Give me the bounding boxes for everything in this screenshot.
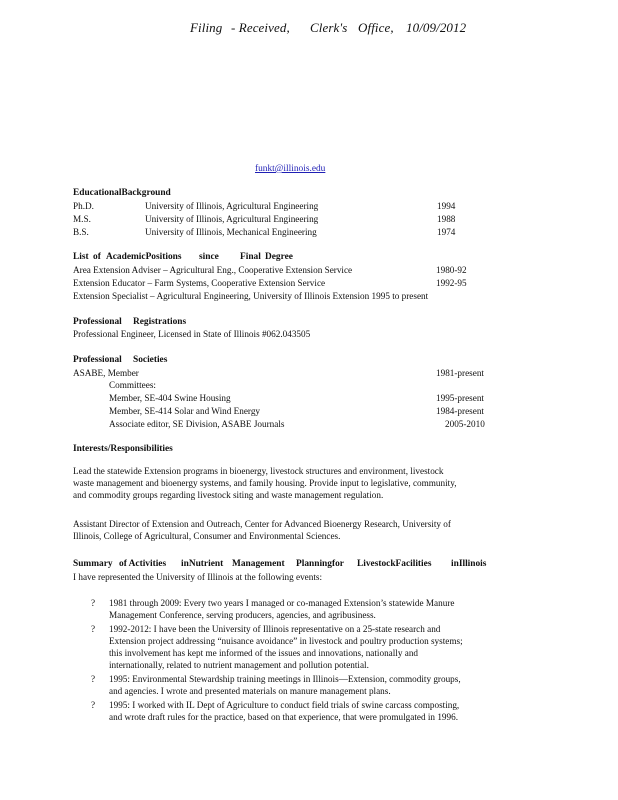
education-year: 1994 [437, 201, 456, 211]
registrations-text: Professional Engineer, Licensed in State of Illinois #062.043505 [73, 329, 311, 339]
committee-name: Associate editor, SE Division, ASABE Journals [109, 419, 285, 429]
position-years: 1992-95 [436, 278, 467, 288]
positions-heading-word: Final [240, 252, 261, 262]
education-school: University of Illinois, Mechanical Engineering [145, 227, 317, 237]
positions-heading-word: AcademicPositions [106, 252, 182, 262]
positions-heading-word: of [93, 252, 101, 262]
bullet-line: Extension project addressing “nuisance avoidance” in livestock and poultry production systems; [109, 636, 463, 646]
education-degree: M.S. [73, 214, 91, 224]
societies-heading-word: Professional [73, 355, 122, 365]
bullet-line: 1992-2012: I have been the University of Illinois representative on a 25-state research and [109, 624, 441, 634]
position-title: Extension Specialist – Agricultural Engineering, University of Illinois Extension 1995 to present [73, 291, 429, 301]
summary-heading-word: inNutrient [181, 559, 224, 569]
header-filing: Filing [190, 20, 223, 35]
societies-heading-word: Societies [133, 355, 168, 365]
header-received: - Received, [231, 20, 290, 35]
position-years: 1980-92 [436, 265, 467, 275]
summary-heading-word: inIllinois [451, 559, 487, 569]
interests-line: Lead the statewide Extension programs in bioenergy, livestock structures and environment, livestock [73, 466, 444, 476]
bullet-marker: ? [91, 674, 96, 684]
education-degree: Ph.D. [73, 201, 94, 211]
committee-name: Member, SE-404 Swine Housing [109, 393, 231, 403]
position-title: Extension Educator – Farm Systems, Cooperative Extension Service [73, 278, 326, 288]
interests-heading: Interests/Responsibilities [73, 444, 173, 454]
education-year: 1988 [437, 214, 456, 224]
society-member: ASABE, Member [73, 368, 139, 378]
interests-line: and commodity groups regarding livestock siting and waste management regulation. [73, 490, 384, 500]
summary-heading-word: Management [232, 559, 285, 569]
positions-heading-word: List [73, 252, 89, 262]
bullet-marker: ? [91, 700, 96, 710]
header-date: 10/09/2012 [406, 20, 467, 35]
education-school: University of Illinois, Agricultural Engineering [145, 214, 319, 224]
email-link[interactable]: funkt@illinois.edu [255, 164, 326, 174]
bullet-line: Management Conference, serving producers, agencies, and agribusiness. [109, 610, 376, 620]
position-title: Area Extension Adviser – Agricultural Eng., Cooperative Extension Service [73, 265, 353, 275]
bullet-line: and wrote draft rules for the practice, based on that experience, that were promulgated in 1996. [109, 712, 458, 722]
committee-years: 1984-present [436, 406, 484, 416]
committee-name: Member, SE-414 Solar and Wind Energy [109, 406, 261, 416]
bullet-line: internationally, related to nutrient management and pollution potential. [109, 660, 369, 670]
interests-line: Assistant Director of Extension and Outreach, Center for Advanced Bioenergy Research, University of [73, 519, 451, 529]
positions-heading-word: since [199, 252, 219, 262]
summary-heading-word: of Activities [119, 559, 167, 569]
committee-years: 1995-present [436, 393, 484, 403]
registrations-heading-word: Professional [73, 317, 122, 327]
summary-heading-word: LivestockFacilities [357, 559, 432, 569]
summary-heading-word: Planningfor [296, 559, 344, 569]
positions-heading-word: Degree [265, 252, 293, 262]
committee-years: 2005-2010 [445, 419, 485, 429]
bullet-line: and agencies. I wrote and presented materials on manure management plans. [109, 686, 391, 696]
summary-intro: I have represented the University of Illinois at the following events: [73, 572, 323, 582]
education-heading: EducationalBackground [73, 188, 171, 198]
summary-heading-word: Summary [73, 559, 113, 569]
header-clerks: Clerk's [310, 20, 348, 35]
bullet-line: this involvement has kept me informed of the issues and innovations, nationally and [109, 648, 419, 658]
interests-line: Illinois, College of Agricultural, Consumer and Environmental Sciences. [73, 531, 341, 541]
education-degree: B.S. [73, 227, 89, 237]
interests-line: waste management and bioenergy systems, and family housing. Provide input to legislative, community, [73, 478, 457, 488]
committees-label: Committees: [109, 380, 156, 390]
bullet-marker: ? [91, 624, 96, 634]
header-office: Office, [358, 20, 394, 35]
bullet-line: 1981 through 2009: Every two years I managed or co-managed Extension’s statewide Manure [109, 598, 455, 608]
education-year: 1974 [437, 227, 456, 237]
bullet-line: 1995: I worked with IL Dept of Agriculture to conduct field trials of swine carcass composting, [109, 700, 460, 710]
society-member-years: 1981-present [436, 368, 484, 378]
education-school: University of Illinois, Agricultural Engineering [145, 201, 319, 211]
bullet-line: 1995: Environmental Stewardship training meetings in Illinois—Extension, commodity groups, [109, 674, 461, 684]
bullet-marker: ? [91, 598, 96, 608]
registrations-heading-word: Registrations [133, 317, 187, 327]
